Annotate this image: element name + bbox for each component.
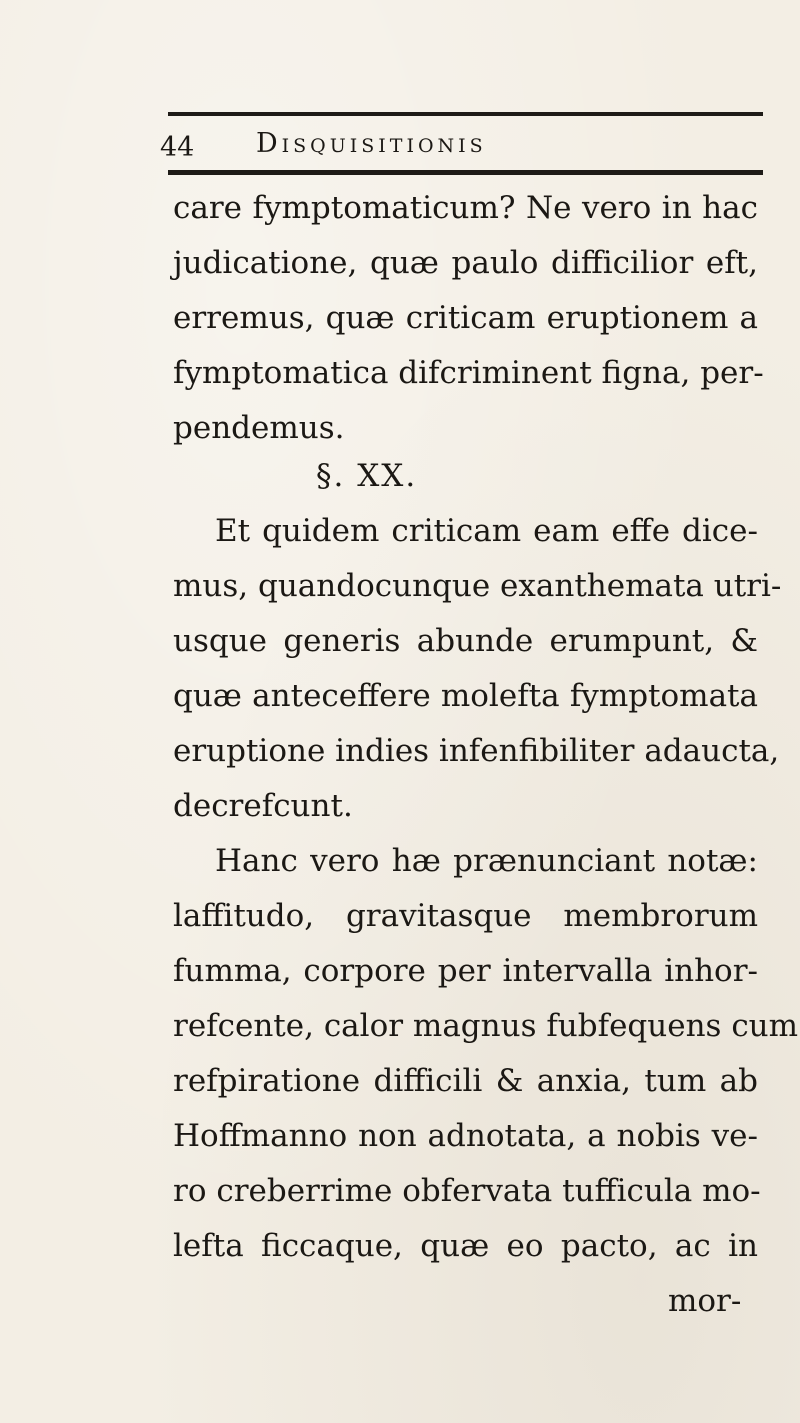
text-line: Hoffmanno non adnotata, a nobis ve- xyxy=(173,1118,758,1154)
text-line: Hanc vero hæ prænunciant notæ: xyxy=(215,843,758,879)
text-line: lefta ficcaque, quæ eo pacto, ac in xyxy=(173,1228,758,1264)
text-line: pendemus. xyxy=(173,410,345,446)
section-heading: §. XX. xyxy=(316,458,418,494)
text-line: erremus, quæ criticam eruptionem a xyxy=(173,300,758,336)
text-line: fymptomatica difcriminent figna, per- xyxy=(173,355,764,391)
text-line: refcente, calor magnus fubfequens cum xyxy=(173,1008,799,1044)
text-line: ro creberrime obfervata tufficula mo- xyxy=(173,1173,761,1209)
text-line: eruptione indies infenfibiliter adaucta, xyxy=(173,733,780,769)
text-line: usque generis abunde erumpunt, & xyxy=(173,623,758,659)
text-line: quæ anteceffere molefta fymptomata xyxy=(173,678,758,714)
page-number: 44 xyxy=(160,132,195,163)
text-line: mus, quandocunque exanthemata utri- xyxy=(173,568,782,604)
text-line: fumma, corpore per intervalla inhor- xyxy=(173,953,758,989)
text-line: care fymptomaticum? Ne vero in hac xyxy=(173,190,758,226)
text-line: Et quidem criticam eam effe dice- xyxy=(215,513,758,549)
text-line: decrefcunt. xyxy=(173,788,353,824)
catchword: mor- xyxy=(668,1283,742,1319)
running-head: Disquisitionis xyxy=(256,128,487,159)
text-line: judicatione, quæ paulo difficilior eft, xyxy=(173,245,758,281)
text-line: refpiratione difficili & anxia, tum ab xyxy=(173,1063,758,1099)
text-line: laffitudo, gravitasque membrorum xyxy=(173,898,758,934)
